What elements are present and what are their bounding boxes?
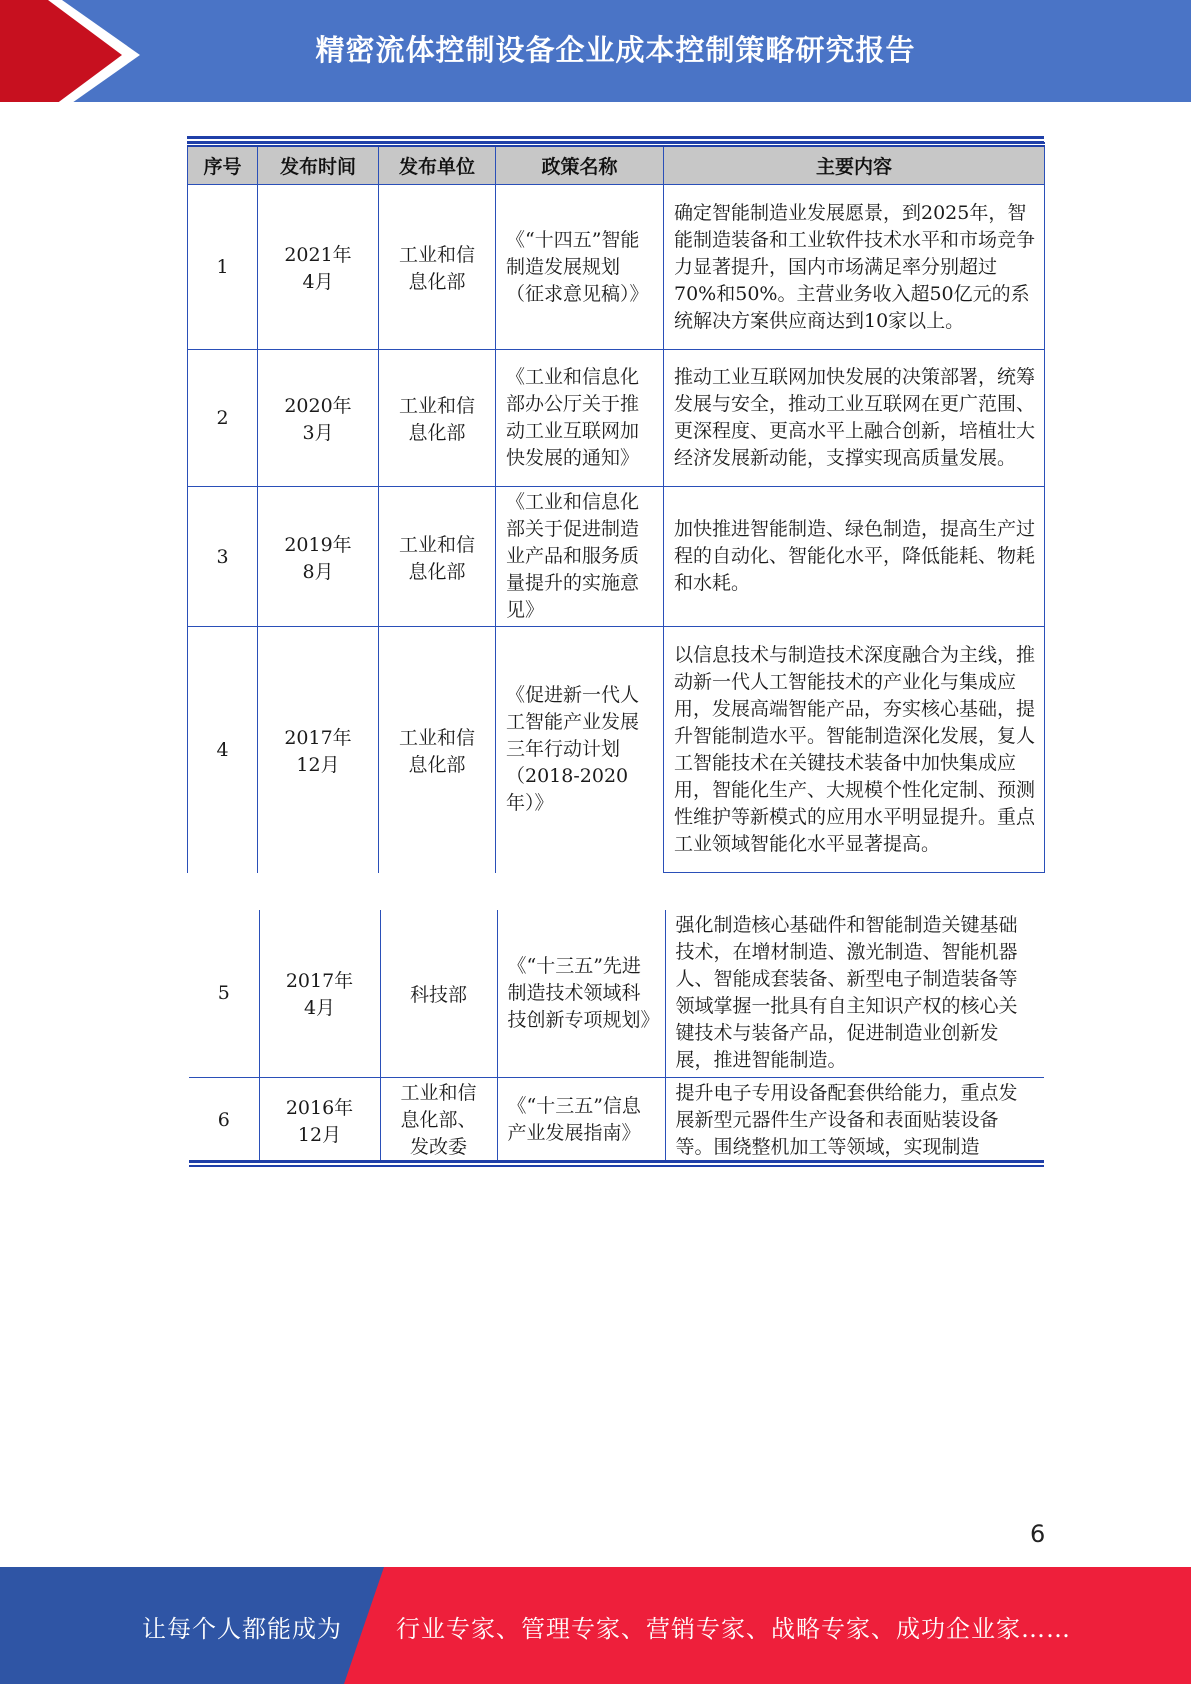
row-unit: 工业和信 息化部 xyxy=(379,185,496,350)
policy-table-continued xyxy=(189,910,1044,1163)
row-no: 5 xyxy=(189,910,259,1077)
table-row xyxy=(188,350,1045,487)
row-policy-name: 《“十三五”信息产业发展指南》 xyxy=(497,1077,665,1163)
col-header-date: 发布时间 xyxy=(258,145,379,185)
row-content: 加快推进智能制造、绿色制造，提高生产过程的自动化、智能化水平，降低能耗、物耗和水耗。 xyxy=(664,487,1045,627)
row-unit: 工业和信 息化部 xyxy=(379,487,496,627)
row-no: 2 xyxy=(188,350,258,487)
row-no: 1 xyxy=(188,185,258,350)
footer-slogan-left: 让每个人都能成为 xyxy=(142,1615,342,1643)
row-date: 2017年 12月 xyxy=(258,627,379,873)
row-policy-name: 《促进新一代人工智能产业发展三年行动计划（2018-2020年）》 xyxy=(496,627,664,873)
row-policy-name: 《工业和信息化部关于促进制造业产品和服务质量提升的实施意见》 xyxy=(496,487,664,627)
table-row xyxy=(188,487,1045,627)
row-no: 4 xyxy=(188,627,258,873)
col-header-no: 序号 xyxy=(188,145,258,185)
row-unit: 工业和信 息化部、 发改委 xyxy=(380,1077,497,1163)
row-content: 提升电子专用设备配套供给能力，重点发展新型元器件生产设备和表面贴装设备等。围绕整机加工等领域，实现制造 xyxy=(665,1077,1044,1163)
row-content: 强化制造核心基础件和智能制造关键基础技术，在增材制造、激光制造、智能机器人、智能成套装备、新型电子制造装备等领域掌握一批具有自主知识产权的核心关键技术与装备产品，促进制造业创新发展，推进智能制造。 xyxy=(665,910,1044,1077)
page-number: 6 xyxy=(1030,1520,1046,1548)
row-no: 6 xyxy=(189,1077,259,1163)
row-content: 确定智能制造业发展愿景，到2025年，智能制造装备和工业软件技术水平和市场竞争力显著提升，国内市场满足率分别超过70%和50%。主营业务收入超50亿元的系统解决方案供应商达到10家以上。 xyxy=(664,185,1045,350)
row-date: 2017年 4月 xyxy=(259,910,380,1077)
page-footer xyxy=(0,1567,1191,1684)
table-row xyxy=(188,627,1045,873)
policy-table xyxy=(187,142,1045,873)
page-header xyxy=(0,0,1191,110)
table-row xyxy=(189,910,1044,1077)
row-policy-name: 《工业和信息化部办公厅关于推动工业互联网加快发展的通知》 xyxy=(496,350,664,487)
report-title: 精密流体控制设备企业成本控制策略研究报告 xyxy=(315,33,916,67)
table-header-row xyxy=(188,145,1045,185)
row-content: 推动工业互联网加快发展的决策部署，统筹发展与安全，推动工业互联网在更广范围、更深程度、更高水平上融合创新，培植壮大经济发展新动能，支撑实现高质量发展。 xyxy=(664,350,1045,487)
row-unit: 工业和信 息化部 xyxy=(379,627,496,873)
row-date: 2019年 8月 xyxy=(258,487,379,627)
header-divider xyxy=(0,102,1191,110)
row-policy-name: 《“十三五”先进制造技术领域科技创新专项规划》 xyxy=(497,910,665,1077)
col-header-name: 政策名称 xyxy=(496,145,664,185)
col-header-unit: 发布单位 xyxy=(379,145,496,185)
col-header-content: 主要内容 xyxy=(664,145,1045,185)
row-policy-name: 《“十四五”智能制造发展规划（征求意见稿）》 xyxy=(496,185,664,350)
row-unit: 科技部 xyxy=(380,910,497,1077)
row-no: 3 xyxy=(188,487,258,627)
row-unit: 工业和信 息化部 xyxy=(379,350,496,487)
row-date: 2020年 3月 xyxy=(258,350,379,487)
row-content: 以信息技术与制造技术深度融合为主线，推动新一代人工智能技术的产业化与集成应用，发展高端智能产品，夯实核心基础，提升智能制造水平。智能制造深化发展，复人工智能技术在关键技术装备中加快集成应用，智能化生产、大规模个性化定制、预测性维护等新模式的应用水平明显提升。重点工业领域智能化水平显著提高。 xyxy=(664,627,1045,873)
footer-slogan-right: 行业专家、管理专家、营销专家、战略专家、成功企业家…… xyxy=(396,1615,1071,1643)
table-row xyxy=(189,1077,1044,1163)
table-row xyxy=(188,185,1045,350)
row-date: 2021年 4月 xyxy=(258,185,379,350)
table-bottom-rule xyxy=(189,1160,1044,1167)
row-date: 2016年 12月 xyxy=(259,1077,380,1163)
